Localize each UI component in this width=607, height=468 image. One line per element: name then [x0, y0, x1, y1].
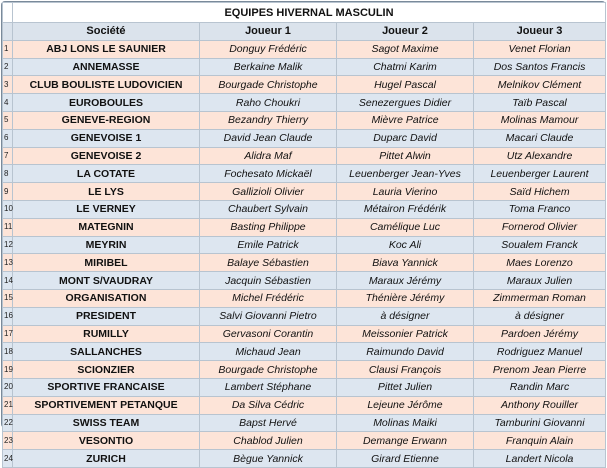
joueur-2-cell: à désigner: [337, 307, 474, 325]
row-number: 18: [3, 343, 13, 361]
header-joueur-3: Joueur 3: [474, 23, 606, 41]
teams-table: [2, 2, 606, 468]
societe-cell: GENEVOISE 1: [13, 129, 200, 147]
joueur-2-cell: Thénière Jérémy: [337, 289, 474, 307]
joueur-2-cell: Pittet Julien: [337, 378, 474, 396]
joueur-2-cell: Clausi François: [337, 361, 474, 379]
row-number: 14: [3, 272, 13, 290]
table-row: [3, 289, 606, 307]
societe-cell: LE LYS: [13, 183, 200, 201]
table-row: [3, 396, 606, 414]
title-row: [3, 3, 606, 23]
joueur-3-cell: Landert Nicola: [474, 450, 606, 468]
joueur-2-cell: Raimundo David: [337, 343, 474, 361]
row-number: 2: [3, 58, 13, 76]
row-number: 4: [3, 94, 13, 112]
row-number: 8: [3, 165, 13, 183]
joueur-2-cell: Girard Etienne: [337, 450, 474, 468]
joueur-2-cell: Koc Ali: [337, 236, 474, 254]
table-row: [3, 361, 606, 379]
table-row: [3, 76, 606, 94]
row-number: 11: [3, 218, 13, 236]
row-number: 1: [3, 40, 13, 58]
table-row: [3, 94, 606, 112]
row-number: 22: [3, 414, 13, 432]
joueur-2-cell: Molinas Maiki: [337, 414, 474, 432]
joueur-1-cell: Chaubert Sylvain: [200, 200, 337, 218]
table-row: [3, 236, 606, 254]
societe-cell: GENEVE-REGION: [13, 111, 200, 129]
joueur-3-cell: Venet Florian: [474, 40, 606, 58]
joueur-2-cell: Lauria Vierino: [337, 183, 474, 201]
joueur-3-cell: Dos Santos Francis: [474, 58, 606, 76]
societe-cell: ABJ LONS LE SAUNIER: [13, 40, 200, 58]
table-row: [3, 272, 606, 290]
joueur-3-cell: à désigner: [474, 307, 606, 325]
joueur-3-cell: Saïd Hichem: [474, 183, 606, 201]
joueur-3-cell: Melnikov Clément: [474, 76, 606, 94]
row-number: 10: [3, 200, 13, 218]
societe-cell: SALLANCHES: [13, 343, 200, 361]
societe-cell: ANNEMASSE: [13, 58, 200, 76]
societe-cell: GENEVOISE 2: [13, 147, 200, 165]
header-societe: Société: [13, 23, 200, 41]
societe-cell: SWISS TEAM: [13, 414, 200, 432]
table-row: [3, 129, 606, 147]
joueur-3-cell: Rodriguez Manuel: [474, 343, 606, 361]
societe-cell: VESONTIO: [13, 432, 200, 450]
joueur-1-cell: David Jean Claude: [200, 129, 337, 147]
joueur-1-cell: Bègue Yannick: [200, 450, 337, 468]
table-body: [3, 40, 606, 467]
table-row: [3, 218, 606, 236]
row-number: 13: [3, 254, 13, 272]
row-number: 7: [3, 147, 13, 165]
row-number: 15: [3, 289, 13, 307]
societe-cell: SPORTIVE FRANCAISE: [13, 378, 200, 396]
table-row: [3, 200, 606, 218]
joueur-3-cell: Soualem Franck: [474, 236, 606, 254]
joueur-2-cell: Meissonier Patrick: [337, 325, 474, 343]
joueur-3-cell: Taïb Pascal: [474, 94, 606, 112]
joueur-2-cell: Mièvre Patrice: [337, 111, 474, 129]
team-table-frame: [1, 1, 606, 465]
joueur-3-cell: Tamburini Giovanni: [474, 414, 606, 432]
table-row: [3, 325, 606, 343]
joueur-1-cell: Michel Frédéric: [200, 289, 337, 307]
societe-cell: EUROBOULES: [13, 94, 200, 112]
joueur-3-cell: Utz Alexandre: [474, 147, 606, 165]
table-row: [3, 183, 606, 201]
joueur-2-cell: Senezergues Didier: [337, 94, 474, 112]
row-number: 12: [3, 236, 13, 254]
joueur-1-cell: Gervasoni Corantin: [200, 325, 337, 343]
joueur-1-cell: Lambert Stéphane: [200, 378, 337, 396]
row-number: 17: [3, 325, 13, 343]
societe-cell: LA COTATE: [13, 165, 200, 183]
societe-cell: SPORTIVEMENT PETANQUE: [13, 396, 200, 414]
joueur-3-cell: Macari Claude: [474, 129, 606, 147]
table-row: [3, 378, 606, 396]
table-row: [3, 307, 606, 325]
joueur-3-cell: Pardoen Jérémy: [474, 325, 606, 343]
joueur-2-cell: Pittet Alwin: [337, 147, 474, 165]
joueur-1-cell: Bezandry Thierry: [200, 111, 337, 129]
joueur-1-cell: Donguy Frédéric: [200, 40, 337, 58]
joueur-3-cell: Prenom Jean Pierre: [474, 361, 606, 379]
joueur-1-cell: Chablod Julien: [200, 432, 337, 450]
joueur-3-cell: Anthony Rouiller: [474, 396, 606, 414]
joueur-3-cell: Leuenberger Laurent: [474, 165, 606, 183]
table-row: [3, 343, 606, 361]
joueur-1-cell: Michaud Jean: [200, 343, 337, 361]
joueur-2-cell: Leuenberger Jean-Yves: [337, 165, 474, 183]
joueur-1-cell: Emile Patrick: [200, 236, 337, 254]
table-row: [3, 147, 606, 165]
row-number: 20: [3, 378, 13, 396]
societe-cell: LE VERNEY: [13, 200, 200, 218]
joueur-2-cell: Sagot Maxime: [337, 40, 474, 58]
joueur-3-cell: Franquin Alain: [474, 432, 606, 450]
row-number: 9: [3, 183, 13, 201]
table-row: [3, 40, 606, 58]
joueur-1-cell: Gallizioli Olivier: [200, 183, 337, 201]
row-number: 23: [3, 432, 13, 450]
joueur-3-cell: Maraux Julien: [474, 272, 606, 290]
joueur-3-cell: Molinas Mamour: [474, 111, 606, 129]
societe-cell: MONT S/VAUDRAY: [13, 272, 200, 290]
table-row: [3, 165, 606, 183]
header-joueur-2: Joueur 2: [337, 23, 474, 41]
header-row: [3, 23, 606, 41]
row-number: 24: [3, 450, 13, 468]
societe-cell: RUMILLY: [13, 325, 200, 343]
joueur-3-cell: Randin Marc: [474, 378, 606, 396]
joueur-2-cell: Maraux Jérémy: [337, 272, 474, 290]
row-number: 16: [3, 307, 13, 325]
societe-cell: MATEGNIN: [13, 218, 200, 236]
row-number-header: [3, 23, 13, 41]
joueur-2-cell: Hugel Pascal: [337, 76, 474, 94]
table-row: [3, 58, 606, 76]
row-number: 3: [3, 76, 13, 94]
joueur-1-cell: Salvi Giovanni Pietro: [200, 307, 337, 325]
societe-cell: MIRIBEL: [13, 254, 200, 272]
row-number: 21: [3, 396, 13, 414]
table-row: [3, 254, 606, 272]
joueur-3-cell: Fornerod Olivier: [474, 218, 606, 236]
joueur-1-cell: Da Silva Cédric: [200, 396, 337, 414]
societe-cell: PRESIDENT: [13, 307, 200, 325]
joueur-3-cell: Zimmerman Roman: [474, 289, 606, 307]
joueur-2-cell: Biava Yannick: [337, 254, 474, 272]
societe-cell: ORGANISATION: [13, 289, 200, 307]
joueur-1-cell: Fochesato Mickaël: [200, 165, 337, 183]
joueur-2-cell: Camélique Luc: [337, 218, 474, 236]
joueur-1-cell: Jacquin Sébastien: [200, 272, 337, 290]
joueur-2-cell: Chatmi Karim: [337, 58, 474, 76]
joueur-2-cell: Lejeune Jérôme: [337, 396, 474, 414]
joueur-1-cell: Raho Choukri: [200, 94, 337, 112]
row-number: 5: [3, 111, 13, 129]
joueur-3-cell: Toma Franco: [474, 200, 606, 218]
header-joueur-1: Joueur 1: [200, 23, 337, 41]
societe-cell: MEYRIN: [13, 236, 200, 254]
joueur-1-cell: Bapst Hervé: [200, 414, 337, 432]
joueur-2-cell: Demange Erwann: [337, 432, 474, 450]
joueur-1-cell: Balaye Sébastien: [200, 254, 337, 272]
joueur-2-cell: Métairon Frédérik: [337, 200, 474, 218]
table-title: EQUIPES HIVERNAL MASCULIN: [13, 3, 606, 23]
table-row: [3, 450, 606, 468]
table-row: [3, 432, 606, 450]
joueur-1-cell: Bourgade Christophe: [200, 76, 337, 94]
row-number: 19: [3, 361, 13, 379]
joueur-3-cell: Maes Lorenzo: [474, 254, 606, 272]
societe-cell: CLUB BOULISTE LUDOVICIEN: [13, 76, 200, 94]
row-number: 6: [3, 129, 13, 147]
societe-cell: ZURICH: [13, 450, 200, 468]
joueur-1-cell: Bourgade Christophe: [200, 361, 337, 379]
joueur-2-cell: Duparc David: [337, 129, 474, 147]
joueur-1-cell: Alidra Maf: [200, 147, 337, 165]
societe-cell: SCIONZIER: [13, 361, 200, 379]
table-row: [3, 414, 606, 432]
joueur-1-cell: Berkaine Malik: [200, 58, 337, 76]
table-row: [3, 111, 606, 129]
joueur-1-cell: Basting Philippe: [200, 218, 337, 236]
